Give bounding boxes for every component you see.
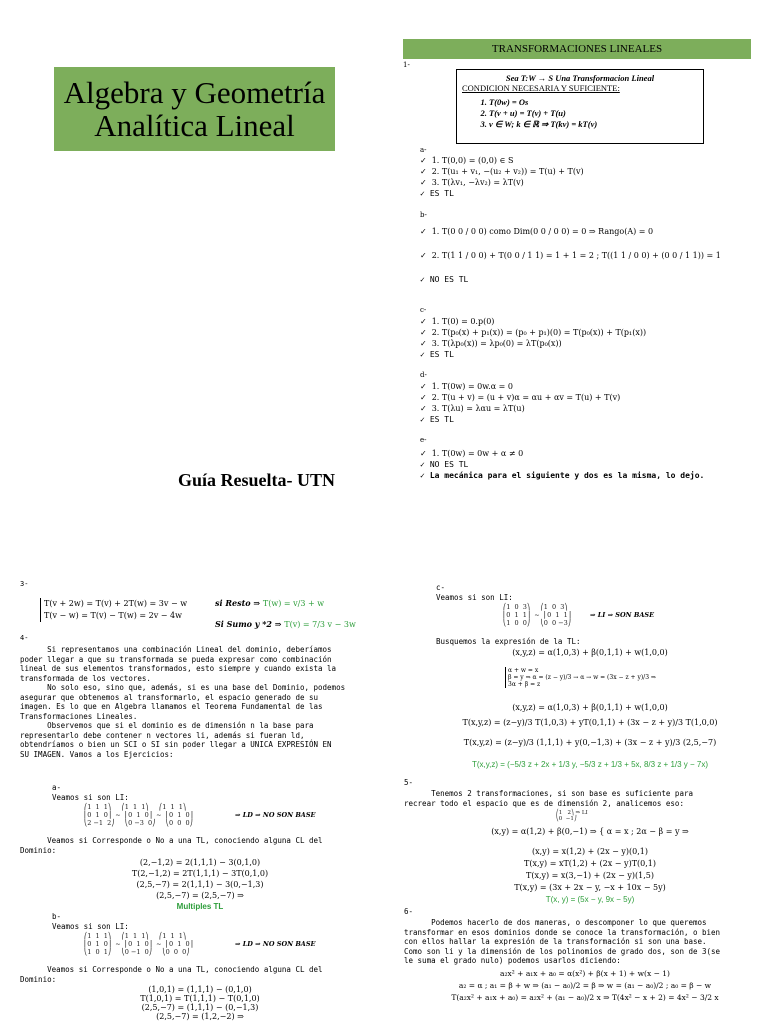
sub-c-li: ⇒ LI ⇒ SON BASE	[590, 611, 655, 619]
sub-c-label: c-	[436, 583, 446, 592]
item-label-b: b-	[420, 211, 427, 219]
check-item: ✓ La mecánica para el siguiente y dos es la misma, lo dejo.	[420, 470, 704, 481]
checklist-b	[420, 222, 721, 290]
section-6-text: Podemos hacerlo de dos maneras, o descomponer lo que queremos transformar en esos dominios donde se conoce la transformación, o bien con ellos hallar la expresión de la transformación si son una base. Como son li y la dimensión de los polinomios de grado dos, son de 3(se le suma el grado nulo) podemos usarlos diciendo:	[404, 918, 721, 965]
system-eq-1: T(v + 2w) = T(v) + 2T(w) = 3v − w	[44, 599, 188, 608]
sub-b-label: b-	[52, 912, 62, 921]
sub-a-ld: ⇒ LD ⇒ NO SON BASE	[235, 811, 316, 819]
section-6-number: 6-	[404, 907, 414, 916]
section-header: TRANSFORMACIONES LINEALES	[403, 39, 751, 59]
checklist-c	[420, 316, 646, 360]
sub-c-matrices: ⎛1 0 3⎞ ⎛1 0 3⎞ ⎜0 1 1⎟ ~ ⎜0 1 1⎟ ⎝1 0 0⎠ ⎝0 0 −3⎠	[503, 603, 572, 627]
resto-label: si Resto ⇒	[215, 598, 261, 608]
guide-title: Guía Resuelta- UTN	[178, 470, 335, 490]
item-label-d: d-	[420, 371, 427, 379]
sumo-result: T(v) = 7/3 v − 3w	[284, 620, 356, 629]
equation-line: a₂x² + a₁x + a₀ = α(x²) + β(x + 1) + w(x − 1)	[500, 969, 670, 978]
check-item: ✓ 2. T(1 1 / 0 0) + T(0 0 / 1 1) = 1 + 1 = 2 ; T((1 1 / 0 0) + (0 0 / 1 1)) = 1	[420, 242, 721, 270]
sub-a-result: Multiples TL	[176, 902, 224, 911]
sub-a-equations	[100, 857, 300, 912]
equation-line: T(x,y) = xT(1,2) + (2x − y)T(0,1)	[524, 859, 656, 868]
definition-item: 3. v ∈ W; k ∈ ℝ ⇒ T(kv) = kT(v)	[489, 119, 703, 130]
title-line-1: Algebra y Geometría	[63, 75, 326, 110]
equation-line: (2,−1,2) = 2(1,1,1) − 3(0,1,0)	[139, 858, 261, 867]
check-item: ✓ NO ES TL	[420, 270, 721, 290]
check-item: ✓ 3. T(λu) = λαu = λT(u)	[420, 403, 620, 414]
expression-eq-4: T(x,y,z) = (z−y)/3 (1,1,1) + y(0,−1,3) + (3x − z + y)/3 (2,5,−7)	[463, 738, 717, 747]
expression-result: T(x,y,z) = (−5/3 z + 2x + 1/3 y, −5/3 z + 1/3 + 5x, 8/3 z + 1/3 y − 7x)	[471, 760, 709, 769]
equation-line: (1,0,1) = (1,1,1) − (0,1,0)	[148, 985, 252, 994]
section-5-text: Tenemos 2 transformaciones, si son base es suficiente para recrear todo el espacio que es de dimensión 2, analicemos eso:	[404, 789, 693, 808]
sub-b-equations	[100, 985, 300, 1021]
check-item: ✓ ES TL	[420, 188, 584, 199]
sub-b-text: Veamos si Corresponde o No a una TL, conociendo alguna CL del Dominio:	[20, 965, 323, 984]
sub-b-matrices: ⎛1 1 1⎞ ⎛1 1 1⎞ ⎛1 1 1⎞ ⎜0 1 0⎟ ~ ⎜0 1 0⎟ ~ ⎜0 1 0⎟ ⎝1 0 1⎠ ⎝0 −1 0⎠ ⎝0 0 0⎠	[84, 932, 193, 956]
definition-item: 2. T(v + u) = T(v) + T(u)	[489, 108, 703, 119]
equation-line: (2,5,−7) = (2,5,−7) ⇒	[156, 891, 244, 900]
expression-eq-2: (x,y,z) = α(1,0,3) + β(0,1,1) + w(1,0,0)	[512, 703, 668, 712]
definition-condition: CONDICION NECESARIA Y SUFICIENTE:	[462, 83, 620, 93]
expression-system: α + w = x β = y ⇒ α = (z − y)/3 → α → w = (3x − z + y)/3 ⇒ 3α + β = z	[505, 667, 656, 688]
definition-head: Sea T:W → S Una Transformacion Lineal	[505, 73, 655, 83]
equation-line: (x,y) = x(1,2) + (2x − y)(0,1)	[532, 847, 648, 856]
equation-line: (x,y) = α(1,2) + β(0,−1) ⇒ { α = x ; 2α − β = y ⇒	[491, 827, 689, 836]
check-item: ✓ 1. T(0 0 / 0 0) como Dim(0 0 / 0 0) = 0 ⇒ Rango(A) = 0	[420, 222, 721, 242]
equation-line: T(1,0,1) = T(1,1,1) − T(0,1,0)	[140, 994, 260, 1003]
sub-a-matrices: ⎛1 1 1⎞ ⎛1 1 1⎞ ⎛1 1 1⎞ ⎜0 1 0⎟ ~ ⎜0 1 0⎟ ~ ⎜0 1 0⎟ ⎝2 −1 2⎠ ⎝0 −3 0⎠ ⎝0 0 0⎠	[84, 803, 193, 827]
checklist-d	[420, 381, 620, 425]
equation-line: (2,5,−7) = (1,2,−2) ⇒	[156, 1012, 244, 1021]
check-item: ✓ 2. T(u + v) = (u + v)α = αu + αv = T(u) + T(v)	[420, 392, 620, 403]
sub-a-text: Veamos si Corresponde o No a una TL, conociendo alguna CL del Dominio:	[20, 836, 323, 855]
section-4-number: 4-	[20, 634, 29, 642]
definition-list	[477, 97, 703, 130]
equation-line: T(x,y) = (3x + 2x − y, −x + 10x − 5y)	[514, 883, 666, 892]
title-line-2: Analítica Lineal	[94, 108, 295, 143]
section-4-text: Si representamos una combinación Lineal del dominio, deberíamos poder llegar a que su transformada se pueda expresar como combinación lineal de sus elementos transformados, esto siempre y cuando exista la transformada de los vectores. No solo eso, sino que, además, si es una base del Dominio, podemos asegurar que obtenemos al transformarlo, el espacio generado de su imagen. Es lo que en Algebra llamamos el Teorema Fundamental de las Transformaciones Lineales. Observemos que si el dominio es de dimensión n la base para representarlo debe contener n vectores li, además si fueran ld, obtendríamos o bien un SCI o SI sin poder llegar a UNICA EXPRESIÓN EN SU IMAGEN. Vamos a los Ejercicios:	[20, 645, 346, 759]
check-item: ✓ 1. T(0w) = 0w.α = 0	[420, 381, 620, 392]
section-5-result: T(x, y) = (5x − y, 9x − 5y)	[545, 895, 635, 904]
resto-result: T(w) = v/3 + w	[262, 599, 325, 608]
definition-item: 1. T(0w) = Os	[489, 97, 703, 108]
check-item: ✓ 2. T(p₀(x) + p₁(x)) = (p₀ + p₁)(0) = T(p₀(x)) + T(p₁(x))	[420, 327, 646, 338]
checklist-e	[420, 448, 704, 481]
item-label-c: c-	[420, 306, 427, 314]
title-banner	[54, 67, 335, 151]
system-equations	[40, 598, 187, 622]
busqueda-label: Busquemos la expresión de la TL:	[436, 637, 581, 646]
section-3-number: 3-	[20, 580, 29, 588]
equation-line: T(a₂x² + a₁x + a₀) = a₂x² + (a₁ − a₀)/2 x ⇒ T(4x² − x + 2) = 4x² − 3/2 x	[451, 993, 719, 1002]
sub-a-label: a-	[52, 783, 62, 792]
check-item: ✓ ES TL	[420, 414, 620, 425]
check-item: ✓ 1. T(0) = 0.p(0)	[420, 316, 646, 327]
equation-line: (2,5,−7) = 2(1,1,1) − 3(0,−1,3)	[136, 880, 264, 889]
check-item: ✓ 1. T(0w) = 0w + α ≠ 0	[420, 448, 704, 459]
sub-c-check: Veamos si son LI:	[436, 593, 513, 602]
check-item: ✓ 2. T(u₁ + v₁, −(u₂ + v₂)) = T(u) + T(v)	[420, 166, 584, 177]
check-item: ✓ 3. T(λp₀(x)) = λp₀(0) = λT(p₀(x))	[420, 338, 646, 349]
system-eq-2: T(v − w) = T(v) − T(w) = 2v − 4w	[44, 611, 182, 620]
section-number: 1-	[403, 61, 410, 69]
checklist-a	[420, 155, 584, 199]
equation-line: a₂ = α ; a₁ = β + w ⇒ (a₁ − a₀)/2 = β ⇒ w = (a₁ − a₀)/2 ; a₀ = β − w	[458, 981, 712, 990]
item-label-a: a-	[420, 146, 427, 154]
equation-line: T(x,y) = x(3,−1) + (2x − y)(1,5)	[525, 871, 655, 880]
check-item: ✓ 1. T(0,0) = (0,0) ∈ S	[420, 155, 584, 166]
expression-eq-3: T(x,y,z) = (z−y)/3 T(1,0,3) + yT(0,1,1) + (3x − z + y)/3 T(1,0,0)	[462, 718, 718, 727]
section-5-matrix: ⎛1 2⎞ ⇒ LI ⎝0 −1⎠	[556, 810, 588, 822]
section-6-equations	[420, 968, 750, 1004]
system-results	[215, 593, 356, 635]
equation-line: T(2,−1,2) = 2T(1,1,1) − 3T(0,1,0)	[131, 869, 269, 878]
check-item: ✓ 3. T(λv₁, −λv₂) = λT(v)	[420, 177, 584, 188]
check-item: ✓ ES TL	[420, 349, 646, 360]
sumo-label: Si Sumo y *2 ⇒	[215, 619, 282, 629]
equation-line: (2,5,−7) = (1,1,1) − (0,−1,3)	[141, 1003, 259, 1012]
sub-b-check: Veamos si son LI:	[52, 922, 129, 931]
item-label-e: e-	[420, 436, 427, 444]
expression-eq-1: (x,y,z) = α(1,0,3) + β(0,1,1) + w(1,0,0)	[512, 648, 668, 657]
definition-box	[456, 69, 704, 144]
sub-a-check: Veamos si son LI:	[52, 793, 129, 802]
sub-b-ld: ⇒ LD ⇒ NO SON BASE	[235, 940, 316, 948]
section-5-equations	[450, 826, 730, 906]
section-5-number: 5-	[404, 778, 414, 787]
check-item: ✓ NO ES TL	[420, 459, 704, 470]
